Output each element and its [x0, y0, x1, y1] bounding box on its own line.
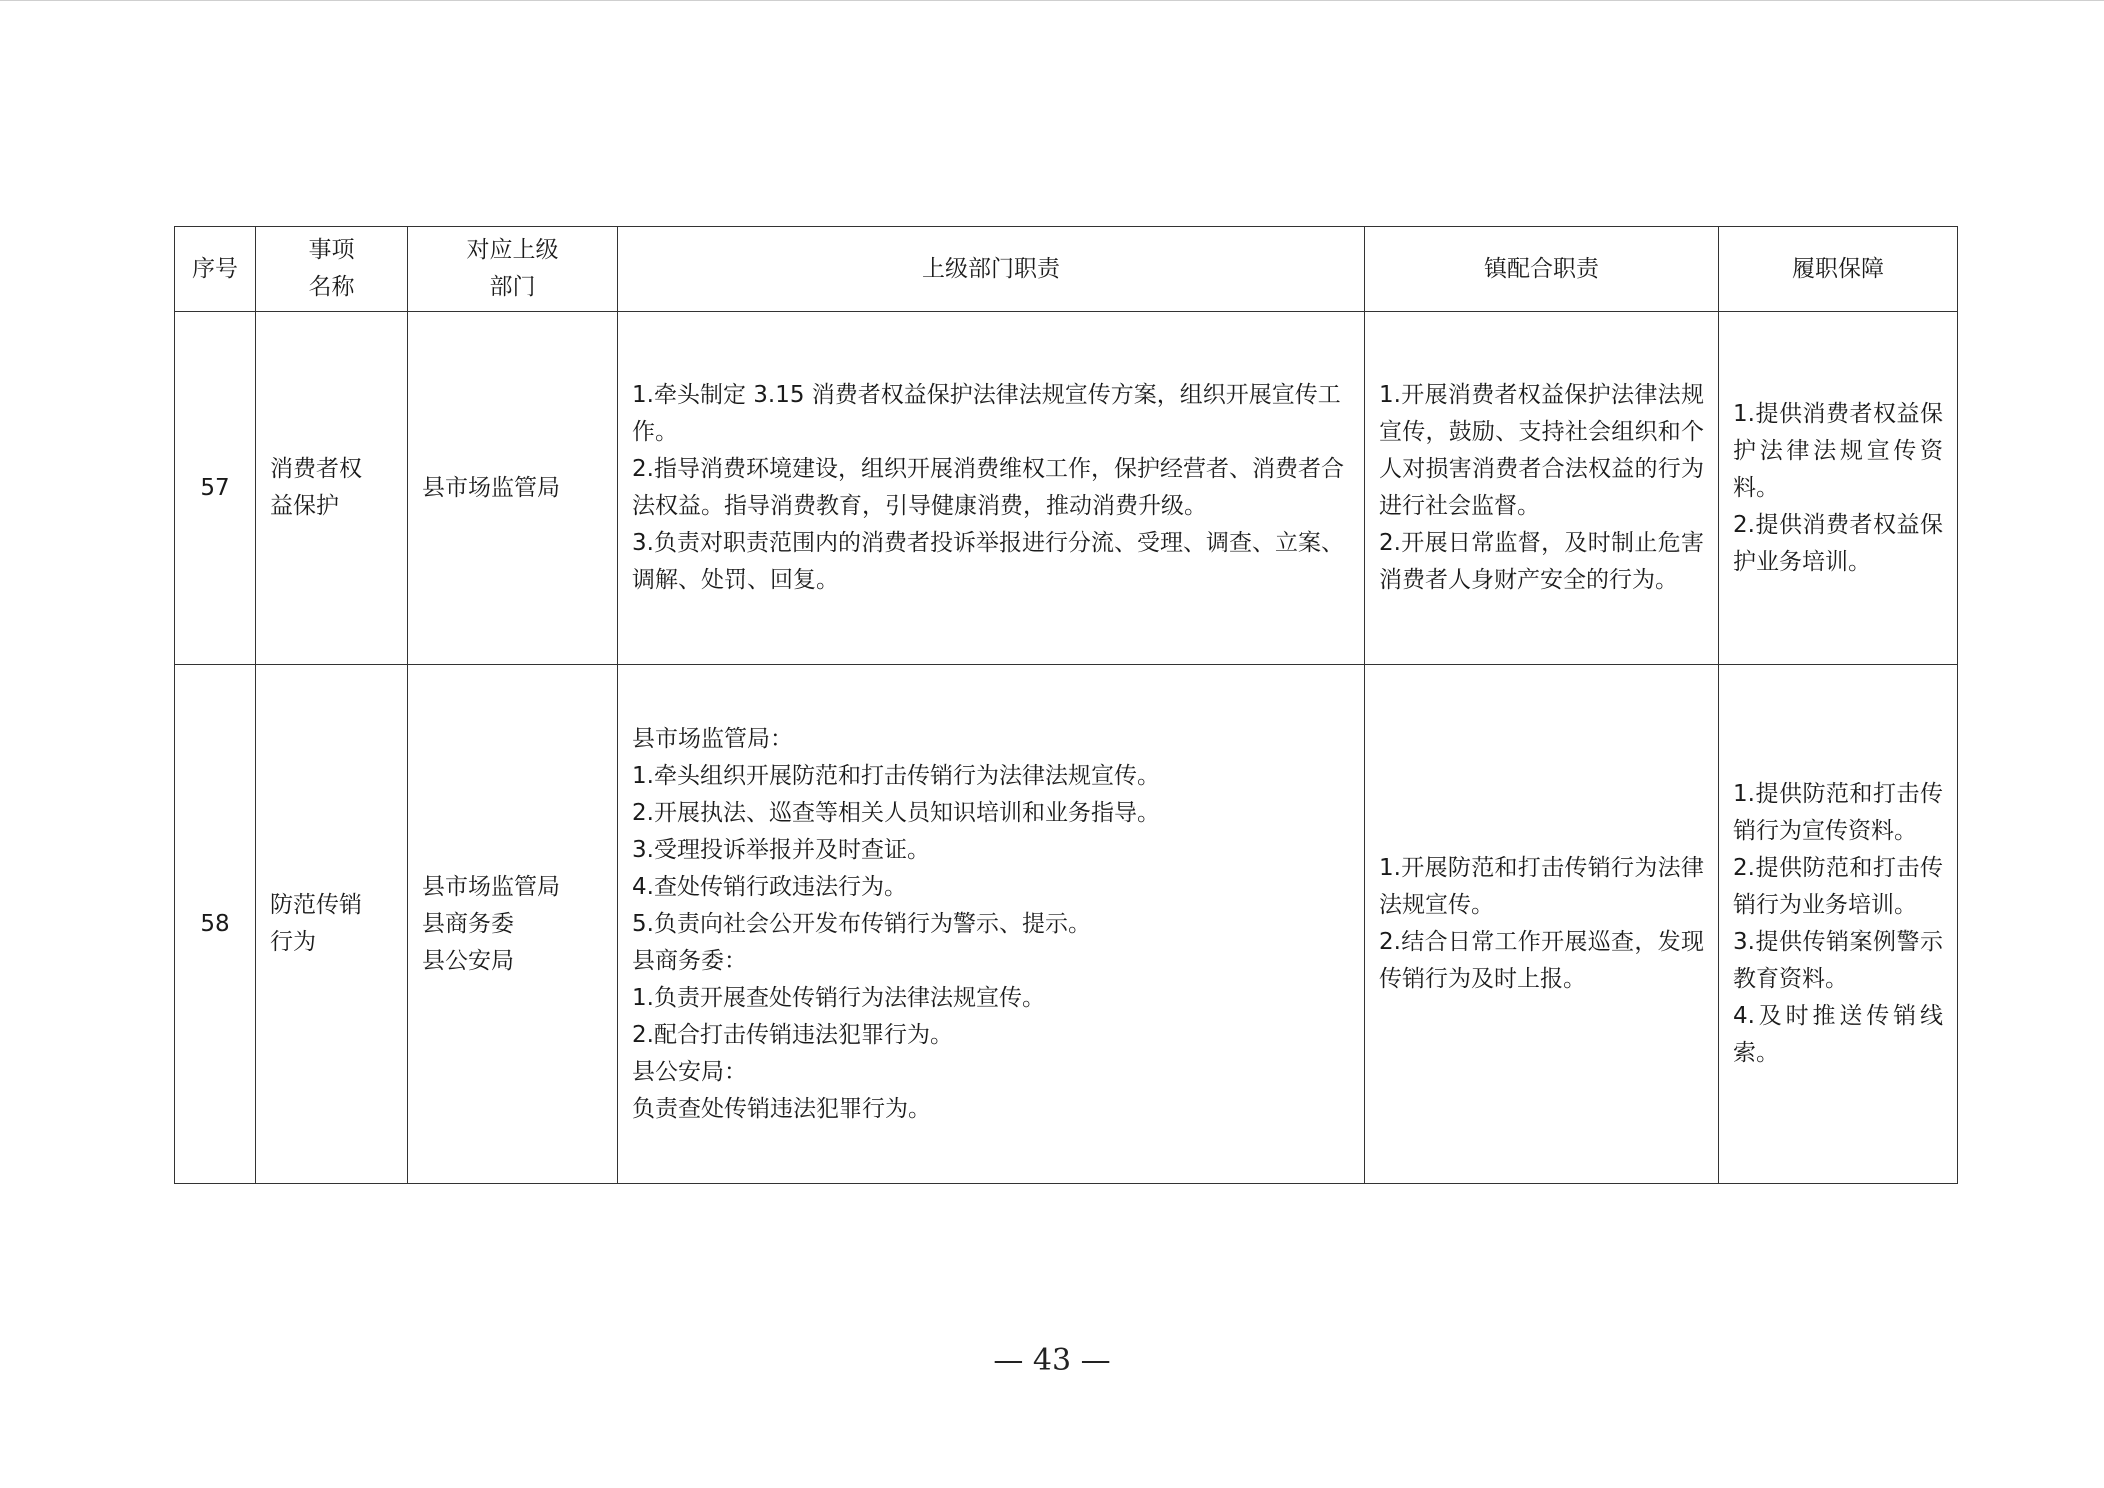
header-town-duty: 镇配合职责	[1365, 227, 1719, 312]
row-number: 57	[175, 312, 256, 665]
superior-department: 县市场监管局 县商务委 县公安局	[408, 665, 618, 1184]
header-upper-duty: 上级部门职责	[618, 227, 1365, 312]
table-header-row	[175, 227, 1958, 312]
header-guarantee: 履职保障	[1719, 227, 1958, 312]
header-num: 序号	[175, 227, 256, 312]
guarantee-cell: 1.提供防范和打击传销行为宣传资料。 2.提供防范和打击传销行为业务培训。 3.提供传销案例警示教育资料。 4.及时推送传销线索。	[1719, 665, 1958, 1184]
superior-department: 县市场监管局	[408, 312, 618, 665]
top-rule	[0, 0, 2104, 1]
guarantee-cell: 1.提供消费者权益保护法律法规宣传资料。 2.提供消费者权益保护业务培训。	[1719, 312, 1958, 665]
item-name: 消费者权 益保护	[256, 312, 408, 665]
upper-duty-cell: 县市场监管局： 1.牵头组织开展防范和打击传销行为法律法规宣传。 2.开展执法、巡查等相关人员知识培训和业务指导。 3.受理投诉举报并及时查证。 4.查处传销行政违法行为。 5.负责向社会公开发布传销行为警示、提示。 县商务委： 1.负责开展查处传销行为法律法规宣传。 2.配合打击传销违法犯罪行为。 县公安局： 负责查处传销违法犯罪行为。	[618, 665, 1365, 1184]
upper-duty-cell: 1.牵头制定 3.15 消费者权益保护法律法规宣传方案，组织开展宣传工作。 2.指导消费环境建设，组织开展消费维权工作，保护经营者、消费者合法权益。指导消费教育，引导健康消费，推动消费升级。 3.负责对职责范围内的消费者投诉举报进行分流、受理、调查、立案、调解、处罚、回复。	[618, 312, 1365, 665]
page-number: — 43 —	[993, 1343, 1111, 1378]
header-dept: 对应上级 部门	[408, 227, 618, 312]
town-duty-cell: 1.开展消费者权益保护法律法规宣传，鼓励、支持社会组织和个人对损害消费者合法权益的行为进行社会监督。 2.开展日常监督，及时制止危害消费者人身财产安全的行为。	[1365, 312, 1719, 665]
header-name: 事项 名称	[256, 227, 408, 312]
town-duty-cell: 1.开展防范和打击传销行为法律法规宣传。 2.结合日常工作开展巡查，发现传销行为及时上报。	[1365, 665, 1719, 1184]
table-row	[175, 665, 1958, 1184]
table-row	[175, 312, 1958, 665]
item-name: 防范传销 行为	[256, 665, 408, 1184]
row-number: 58	[175, 665, 256, 1184]
duty-table	[174, 226, 1958, 1184]
